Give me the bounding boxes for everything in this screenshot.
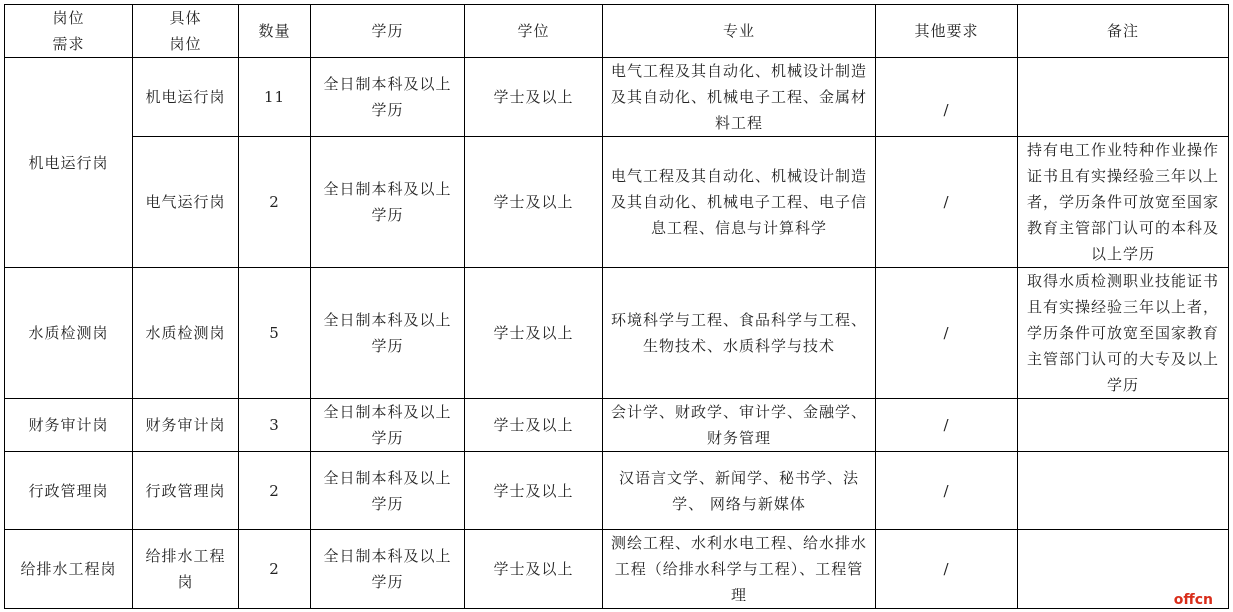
group-cell: 行政管理岗	[5, 452, 133, 530]
spec-cell: 机电运行岗	[133, 58, 239, 137]
other-cell: /	[876, 530, 1018, 609]
spec-cell: 水质检测岗	[133, 268, 239, 399]
header-specific-post-line2: 岗位	[169, 35, 202, 53]
major-cell: 电气工程及其自动化、机械设计制造及其自动化、机械电子工程、金属材料工程	[603, 58, 876, 137]
recruitment-table	[4, 4, 1229, 609]
note-cell: 取得水质检测职业技能证书且有实操经验三年以上者，学历条件可放宽至国家教育主管部门认可的大专及以上学历	[1018, 268, 1229, 399]
offcn-watermark: offcn	[1173, 592, 1213, 608]
degree-cell: 学士及以上	[465, 452, 603, 530]
header-requirement-line1: 岗位	[52, 9, 85, 27]
degree-cell: 学士及以上	[465, 58, 603, 137]
degree-cell: 学士及以上	[465, 137, 603, 268]
note-cell	[1018, 58, 1229, 137]
header-specific-post-line1: 具体	[169, 9, 202, 27]
group-cell: 财务审计岗	[5, 399, 133, 452]
degree-cell: 学士及以上	[465, 530, 603, 609]
table-row	[5, 452, 1229, 530]
education-cell: 全日制本科及以上学历	[311, 452, 465, 530]
major-cell: 电气工程及其自动化、机械设计制造及其自动化、机械电子工程、电子信息工程、信息与计算科学	[603, 137, 876, 268]
note-cell	[1018, 452, 1229, 530]
header-count: 数量	[239, 5, 311, 58]
group-cell: 水质检测岗	[5, 268, 133, 399]
header-major: 专业	[603, 5, 876, 58]
count-cell: 2	[239, 530, 311, 609]
spec-cell: 给排水工程岗	[133, 530, 239, 609]
header-degree: 学位	[465, 5, 603, 58]
header-requirement	[5, 5, 133, 58]
education-cell: 全日制本科及以上学历	[311, 399, 465, 452]
count-cell: 2	[239, 452, 311, 530]
table-row	[5, 137, 1229, 268]
other-cell-value: /	[943, 101, 950, 119]
spec-cell: 电气运行岗	[133, 137, 239, 268]
note-cell	[1018, 399, 1229, 452]
spec-cell: 财务审计岗	[133, 399, 239, 452]
major-cell: 会计学、财政学、审计学、金融学、财务管理	[603, 399, 876, 452]
table-row	[5, 530, 1229, 609]
count-cell: 5	[239, 268, 311, 399]
education-cell: 全日制本科及以上学历	[311, 268, 465, 399]
header-other: 其他要求	[876, 5, 1018, 58]
table-row	[5, 399, 1229, 452]
other-cell: /	[876, 452, 1018, 530]
header-specific-post	[133, 5, 239, 58]
degree-cell: 学士及以上	[465, 399, 603, 452]
table-row	[5, 268, 1229, 399]
education-cell: 全日制本科及以上学历	[311, 58, 465, 137]
table-row	[5, 58, 1229, 137]
education-cell: 全日制本科及以上学历	[311, 530, 465, 609]
other-cell: /	[876, 399, 1018, 452]
major-cell: 测绘工程、水利水电工程、给水排水工程（给排水科学与工程）、工程管理	[603, 530, 876, 609]
group-cell: 机电运行岗	[5, 58, 133, 268]
header-education: 学历	[311, 5, 465, 58]
note-cell: 持有电工作业特种作业操作证书且有实操经验三年以上者，学历条件可放宽至国家教育主管部门认可的本科及以上学历	[1018, 137, 1229, 268]
count-cell: 11	[239, 58, 311, 137]
education-cell: 全日制本科及以上学历	[311, 137, 465, 268]
other-cell	[876, 58, 1018, 137]
spec-cell: 行政管理岗	[133, 452, 239, 530]
group-cell: 给排水工程岗	[5, 530, 133, 609]
header-row	[5, 5, 1229, 58]
other-cell: /	[876, 268, 1018, 399]
other-cell: /	[876, 137, 1018, 268]
major-cell: 汉语言文学、新闻学、秘书学、法学、 网络与新媒体	[603, 452, 876, 530]
header-requirement-line2: 需求	[52, 35, 85, 53]
count-cell: 3	[239, 399, 311, 452]
header-note: 备注	[1018, 5, 1229, 58]
count-cell: 2	[239, 137, 311, 268]
major-cell: 环境科学与工程、食品科学与工程、生物技术、水质科学与技术	[603, 268, 876, 399]
degree-cell: 学士及以上	[465, 268, 603, 399]
